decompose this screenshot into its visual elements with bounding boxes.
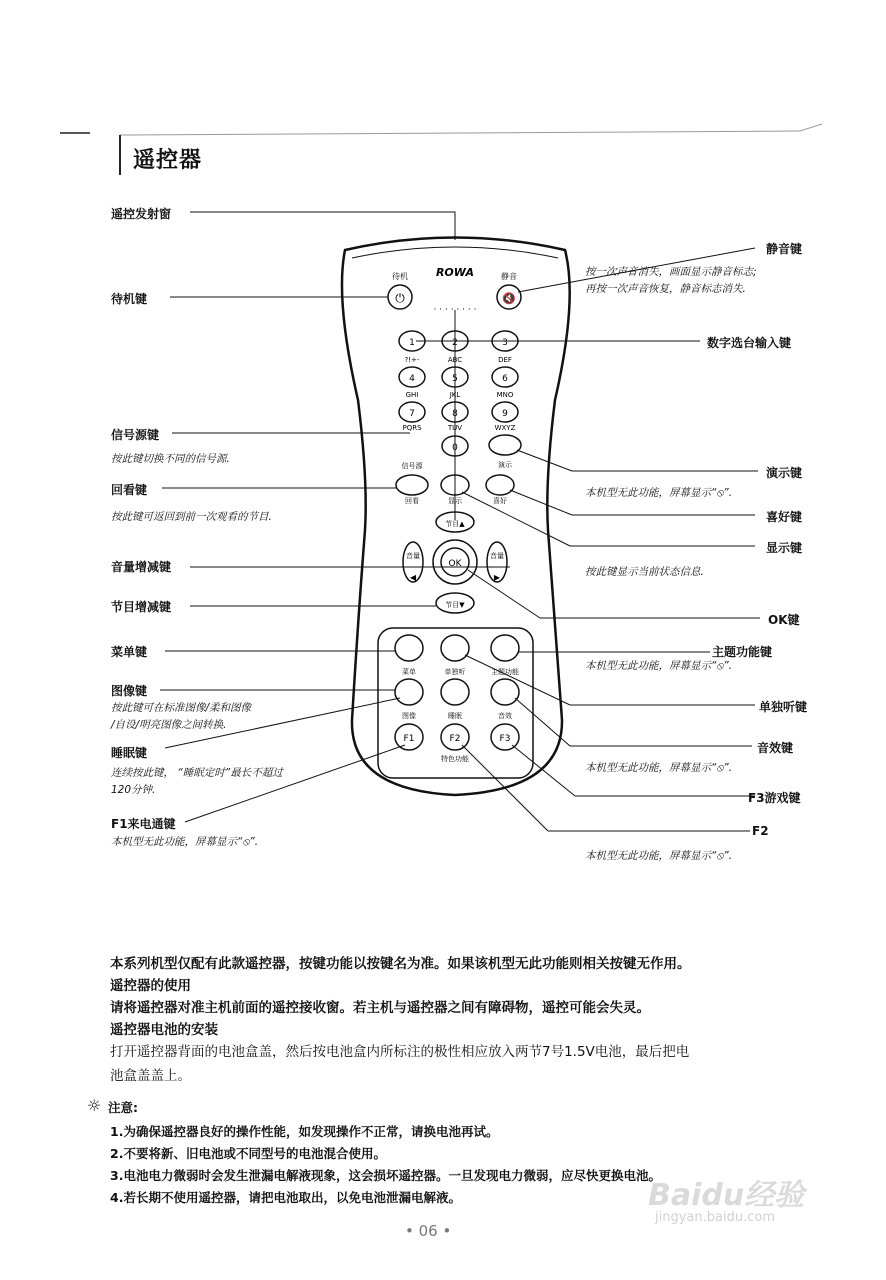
label-display-key: 显示键 [766, 541, 803, 555]
key-letters: PQRS [402, 424, 422, 432]
bulb-icon: ☼ [87, 1096, 102, 1115]
label-ok-key: OK键 [768, 613, 800, 627]
ir-dots: · · · · · · · · [433, 305, 477, 315]
label-ir-window: 遥控发射窗 [111, 207, 172, 221]
label-source-key: 信号源键 [111, 428, 160, 442]
brand-logo: ROWA [435, 266, 475, 279]
number-key-label: 6 [502, 374, 508, 384]
label-menu-key: 菜单键 [111, 645, 148, 659]
note-item-2: 2.不要将新、旧电池或不同型号的电池混合使用。 [110, 1146, 386, 1161]
picture-label: 图像 [402, 712, 416, 720]
desc-sound-key: 本机型无此功能，屏幕显示“⦸”. [585, 762, 733, 774]
note-item-1: 1.为确保遥控器良好的操作性能，如发现操作不正常，请换电池再试。 [110, 1124, 499, 1139]
demo-button [489, 435, 521, 455]
menu-label: 菜单 [402, 668, 416, 676]
label-back-key: 回看键 [111, 483, 148, 497]
battery-heading: 遥控器电池的安装 [110, 1022, 218, 1038]
ok-label: OK [448, 559, 462, 569]
intro-paragraph: 本系列机型仅配有此款遥控器，按键功能以按键名为准。如果该机型无此功能则相关按键无作用。 [110, 956, 691, 972]
number-key-label: 8 [452, 409, 458, 419]
desc-source-key: 按此键切换不同的信号源. [111, 453, 230, 465]
channel-down-label: 节目▼ [445, 601, 465, 609]
back-label: 回看 [405, 497, 419, 505]
number-key-label: 1 [409, 338, 415, 348]
label-power-key: 待机键 [111, 292, 148, 306]
sound-button [491, 679, 519, 705]
use-paragraph: 请将遥控器对准主机前面的遥控接收窗。若主机与遥控器之间有障碍物，遥控可能会失灵。 [110, 1000, 650, 1016]
solo-label: 单独听 [444, 668, 466, 676]
page-number: • 06 • [405, 1222, 452, 1240]
label-fav-key: 喜好键 [766, 510, 803, 524]
demo-label: 演示 [498, 461, 512, 469]
label-solo-key: 单独听键 [759, 700, 808, 714]
desc-back-key: 按此键可返回到前一次观看的节目. [111, 511, 272, 523]
use-heading: 遥控器的使用 [110, 978, 191, 994]
number-key-label: 2 [452, 338, 458, 348]
watermark-logo: Baidu经验 [648, 1178, 805, 1213]
power-icon: ⏻ [395, 291, 405, 305]
source-button [396, 475, 428, 495]
left-arrow-icon: ◀ [409, 573, 417, 582]
number-key-label: 4 [409, 374, 415, 384]
note-item-3: 3.电池电力微弱时会发生泄漏电解液现象，这会损坏遥控器。一旦发现电力微弱，应尽快更换电池。 [110, 1168, 661, 1183]
sleep-button [441, 679, 469, 705]
desc-f1-key: 本机型无此功能，屏幕显示“⦸”. [111, 836, 259, 848]
number-key-label: 7 [409, 409, 415, 419]
label-f3-key: F3游戏键 [748, 791, 801, 805]
key-letters: DEF [498, 356, 512, 364]
volume-plus-label: 音量 [490, 552, 504, 560]
label-mute-key: 静音键 [766, 242, 803, 256]
display-label: 显示 [448, 497, 462, 505]
key-letters: GHI [405, 391, 419, 399]
fav-button [486, 475, 514, 495]
desc-display-key: 按此键显示当前状态信息. [585, 566, 704, 578]
menu-button [395, 635, 423, 661]
power-label: 待机 [392, 272, 408, 281]
key-letters: JKL [449, 391, 461, 399]
key-letters: MNO [496, 391, 514, 399]
volume-minus-label: 音量 [406, 552, 420, 560]
mute-icon: 🔇 [502, 292, 516, 305]
label-channel-key: 节目增减键 [111, 600, 172, 614]
sleep-label: 睡眠 [448, 712, 462, 720]
special-label: 特色功能 [441, 755, 469, 763]
picture-button [395, 679, 423, 705]
number-key-label: 3 [502, 338, 508, 348]
theme-button [491, 635, 519, 661]
number-key-label: 9 [502, 409, 508, 419]
battery-paragraph-1: 打开遥控器背面的电池盒盖，然后按电池盒内所标注的极性相应放入两节7号1.5V电池，最后把电 [110, 1044, 690, 1060]
right-arrow-icon: ▶ [493, 573, 501, 582]
label-f1-key: F1来电通键 [111, 817, 176, 831]
notes-title: 注意: [108, 1100, 138, 1115]
label-volume-key: 音量增减键 [111, 560, 172, 574]
page-title: 遥控器 [133, 148, 203, 173]
source-label: 信号源 [401, 462, 423, 470]
watermark-url: jingyan.baidu.com [655, 1210, 775, 1225]
label-sound-key: 音效键 [757, 741, 794, 755]
theme-label: 主题功能 [491, 668, 519, 676]
label-picture-key: 图像键 [111, 684, 148, 698]
f3-label: F3 [499, 734, 511, 744]
desc-sleep-key: 连续按此键， “睡眠定时”最长不超过 120分钟. [111, 767, 283, 796]
label-theme-key: 主题功能键 [712, 645, 773, 659]
number-key-label: 0 [452, 443, 458, 453]
solo-listen-button [441, 635, 469, 661]
battery-paragraph-2: 池盒盖盖上。 [110, 1068, 191, 1084]
label-number-keys: 数字选台输入键 [707, 336, 792, 350]
desc-theme-key: 本机型无此功能，屏幕显示“⦸”. [585, 660, 733, 672]
label-sleep-key: 睡眠键 [111, 746, 148, 760]
f1-label: F1 [403, 734, 415, 744]
desc-picture-key: 按此键可在标准图像/柔和图像 /自设/明亮图像之间转换. [111, 702, 252, 731]
label-f2-key: F2 [752, 824, 769, 838]
mute-label: 静音 [501, 272, 517, 281]
key-letters: WXYZ [494, 424, 516, 432]
key-letters: ?!+- [404, 356, 420, 364]
f2-label: F2 [449, 734, 461, 744]
label-demo-key: 演示键 [766, 466, 803, 480]
channel-up-label: 节目▲ [445, 520, 465, 528]
fav-label: 喜好 [493, 497, 507, 505]
sound-label: 音效 [498, 712, 512, 720]
key-letters: TUV [447, 424, 463, 432]
desc-demo-key: 本机型无此功能，屏幕显示“⦸”. [585, 487, 733, 499]
key-letters: ABC [447, 356, 463, 364]
note-item-4: 4.若长期不使用遥控器，请把电池取出，以免电池泄漏电解液。 [110, 1190, 461, 1205]
desc-f2-key: 本机型无此功能，屏幕显示“⦸”. [585, 850, 733, 862]
desc-mute-key: 按一次声音消失，画面显示静音标志; 再按一次声音恢复，静音标志消失. [585, 266, 757, 295]
number-key-label: 5 [452, 374, 458, 384]
